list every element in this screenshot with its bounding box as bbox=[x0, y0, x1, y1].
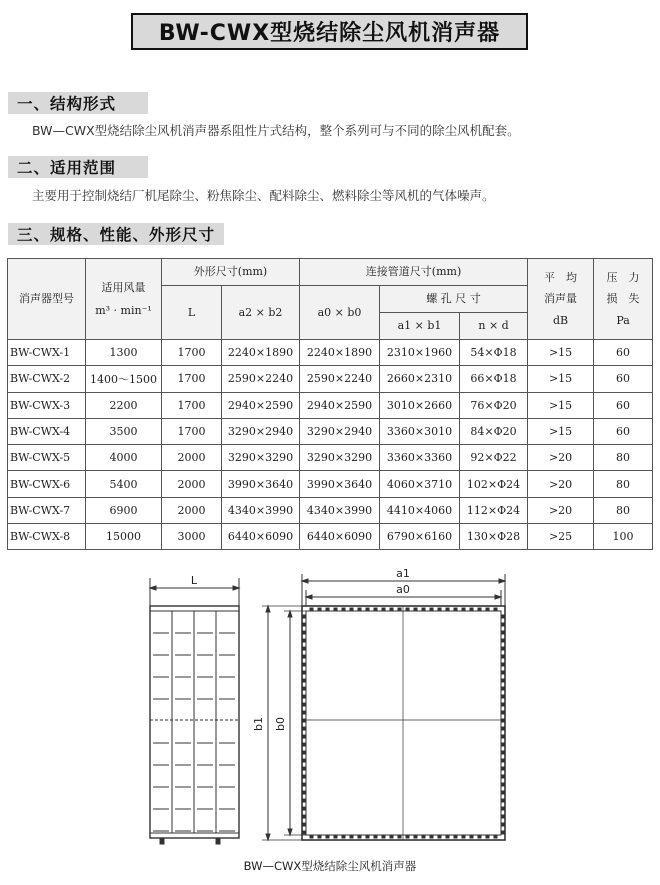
section-heading-structure: 一、结构形式 bbox=[8, 92, 148, 114]
table-row bbox=[8, 392, 653, 418]
header-nxd: n × d bbox=[460, 313, 528, 340]
header-airflow-unit: m³ · min⁻¹ bbox=[95, 304, 152, 317]
header-a2b2: a2 × b2 bbox=[222, 286, 300, 340]
cell-db: >15 bbox=[528, 340, 594, 366]
side-view bbox=[150, 578, 239, 844]
cell-airflow: 6900 bbox=[86, 497, 162, 523]
cell-a2b2: 3290×3290 bbox=[222, 445, 300, 471]
cell-pa: 100 bbox=[594, 524, 653, 550]
table-row bbox=[8, 340, 653, 366]
dim-label-b1: b1 bbox=[252, 717, 265, 731]
cell-a0b0: 3290×3290 bbox=[300, 445, 380, 471]
cell-a1b1: 3010×2660 bbox=[380, 392, 460, 418]
cell-model: BW-CWX-1 bbox=[8, 340, 86, 366]
cell-a2b2: 6440×6090 bbox=[222, 524, 300, 550]
cell-a0b0: 6440×6090 bbox=[300, 524, 380, 550]
cell-a0b0: 3990×3640 bbox=[300, 471, 380, 497]
cell-model: BW-CWX-7 bbox=[8, 497, 86, 523]
cell-model: BW-CWX-8 bbox=[8, 524, 86, 550]
cell-a2b2: 2590×2240 bbox=[222, 366, 300, 392]
cell-airflow: 3500 bbox=[86, 418, 162, 444]
dim-label-a0: a0 bbox=[396, 583, 410, 596]
cell-L: 1700 bbox=[162, 366, 222, 392]
cell-a1b1: 4060×3710 bbox=[380, 471, 460, 497]
cell-nxd: 92×Φ22 bbox=[460, 445, 528, 471]
drawing-caption: BW—CWX型烧结除尘风机消声器 bbox=[243, 859, 417, 873]
dim-label-b0: b0 bbox=[274, 717, 287, 731]
cell-a0b0: 2590×2240 bbox=[300, 366, 380, 392]
cell-a0b0: 3290×2940 bbox=[300, 418, 380, 444]
table-row bbox=[8, 471, 653, 497]
table-row bbox=[8, 445, 653, 471]
section-heading-scope: 二、适用范围 bbox=[8, 156, 148, 178]
cell-model: BW-CWX-2 bbox=[8, 366, 86, 392]
cell-a2b2: 2240×1890 bbox=[222, 340, 300, 366]
header-airflow bbox=[86, 259, 162, 340]
header-a1b1: a1 × b1 bbox=[380, 313, 460, 340]
cell-L: 2000 bbox=[162, 471, 222, 497]
cell-a1b1: 2660×2310 bbox=[380, 366, 460, 392]
section-heading-specs: 三、规格、性能、外形尺寸 bbox=[8, 223, 224, 245]
cell-pa: 60 bbox=[594, 366, 653, 392]
cell-a1b1: 2310×1960 bbox=[380, 340, 460, 366]
cell-L: 1700 bbox=[162, 418, 222, 444]
cell-a0b0: 2940×2590 bbox=[300, 392, 380, 418]
header-avg-attenuation bbox=[528, 259, 594, 340]
cell-L: 1700 bbox=[162, 340, 222, 366]
header-avg-label-1: 平 均 bbox=[544, 271, 578, 285]
cell-pa: 80 bbox=[594, 445, 653, 471]
header-avg-label-2: 消声量 bbox=[544, 292, 578, 306]
header-airflow-label: 适用风量 bbox=[101, 280, 146, 294]
header-bolt-size: 螺 孔 尺 寸 bbox=[380, 286, 528, 313]
cell-nxd: 54×Φ18 bbox=[460, 340, 528, 366]
table-row bbox=[8, 497, 653, 523]
cell-airflow: 1400～1500 bbox=[86, 366, 162, 392]
cell-pa: 60 bbox=[594, 392, 653, 418]
cell-L: 2000 bbox=[162, 497, 222, 523]
cell-model: BW-CWX-3 bbox=[8, 392, 86, 418]
page-title: BW-CWX型烧结除尘风机消声器 bbox=[131, 13, 528, 50]
cell-a1b1: 6790×6160 bbox=[380, 524, 460, 550]
cell-a1b1: 3360×3360 bbox=[380, 445, 460, 471]
cell-nxd: 66×Φ18 bbox=[460, 366, 528, 392]
cell-L: 2000 bbox=[162, 445, 222, 471]
cell-model: BW-CWX-5 bbox=[8, 445, 86, 471]
table-row bbox=[8, 524, 653, 550]
cell-nxd: 130×Φ28 bbox=[460, 524, 528, 550]
table-row bbox=[8, 418, 653, 444]
cell-a2b2: 4340×3990 bbox=[222, 497, 300, 523]
dim-label-L: L bbox=[190, 574, 198, 587]
cell-L: 3000 bbox=[162, 524, 222, 550]
cell-a2b2: 3290×2940 bbox=[222, 418, 300, 444]
header-a0b0: a0 × b0 bbox=[300, 286, 380, 340]
header-L: L bbox=[162, 286, 222, 340]
header-pl-label-1: 压 力 bbox=[606, 271, 640, 285]
cell-a1b1: 3360×3010 bbox=[380, 418, 460, 444]
cell-airflow: 5400 bbox=[86, 471, 162, 497]
section-text-scope: 主要用于控制烧结厂机尾除尘、粉焦除尘、配料除尘、燃料除尘等风机的气体噪声。 bbox=[32, 188, 495, 203]
cell-db: >15 bbox=[528, 418, 594, 444]
header-pl-unit: Pa bbox=[616, 313, 630, 327]
cell-a0b0: 4340×3990 bbox=[300, 497, 380, 523]
cell-a2b2: 3990×3640 bbox=[222, 471, 300, 497]
cell-pa: 60 bbox=[594, 418, 653, 444]
header-pressure-loss bbox=[594, 259, 653, 340]
cell-pa: 60 bbox=[594, 340, 653, 366]
cell-model: BW-CWX-4 bbox=[8, 418, 86, 444]
table-row bbox=[8, 366, 653, 392]
cell-airflow: 2200 bbox=[86, 392, 162, 418]
cell-nxd: 84×Φ20 bbox=[460, 418, 528, 444]
cell-a1b1: 4410×4060 bbox=[380, 497, 460, 523]
cell-a2b2: 2940×2590 bbox=[222, 392, 300, 418]
cell-db: >20 bbox=[528, 445, 594, 471]
cell-model: BW-CWX-6 bbox=[8, 471, 86, 497]
cell-L: 1700 bbox=[162, 392, 222, 418]
header-pl-label-2: 损 失 bbox=[606, 292, 640, 306]
spec-table bbox=[7, 258, 653, 550]
cell-airflow: 15000 bbox=[86, 524, 162, 550]
cell-db: >15 bbox=[528, 392, 594, 418]
dim-label-a1: a1 bbox=[396, 568, 410, 580]
header-model: 消声器型号 bbox=[8, 259, 86, 340]
cell-a0b0: 2240×1890 bbox=[300, 340, 380, 366]
header-pipe-size: 连接管道尺寸(mm) bbox=[300, 259, 528, 286]
cell-nxd: 102×Φ24 bbox=[460, 471, 528, 497]
cell-pa: 80 bbox=[594, 497, 653, 523]
header-avg-unit: dB bbox=[552, 313, 569, 327]
cell-db: >20 bbox=[528, 497, 594, 523]
cell-nxd: 112×Φ24 bbox=[460, 497, 528, 523]
cell-nxd: 76×Φ20 bbox=[460, 392, 528, 418]
front-view bbox=[262, 574, 505, 840]
header-outer-size: 外形尺寸(mm) bbox=[162, 259, 300, 286]
cell-db: >25 bbox=[528, 524, 594, 550]
section-text-structure: BW—CWX型烧结除尘风机消声器系阻性片式结构，整个系列可与不同的除尘风机配套。 bbox=[32, 123, 520, 138]
cell-airflow: 1300 bbox=[86, 340, 162, 366]
cell-db: >15 bbox=[528, 366, 594, 392]
cell-pa: 80 bbox=[594, 471, 653, 497]
cell-airflow: 4000 bbox=[86, 445, 162, 471]
cell-db: >20 bbox=[528, 471, 594, 497]
silencer-drawing bbox=[0, 568, 660, 885]
